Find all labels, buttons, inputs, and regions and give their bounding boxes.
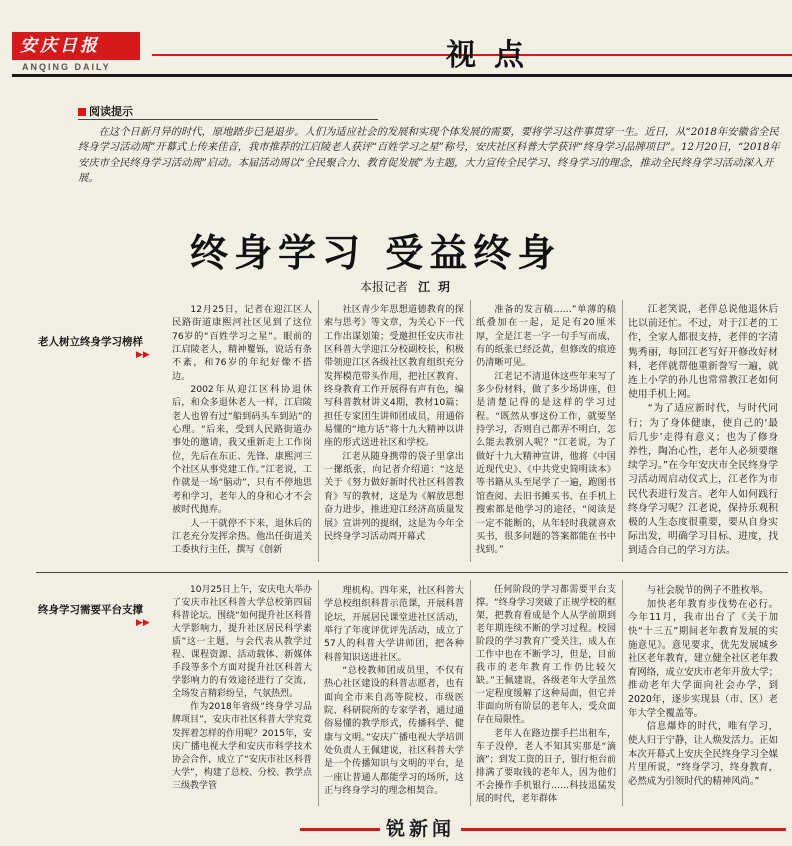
reading-tip-label-text: 阅读提示 <box>89 106 133 118</box>
section-2-column-1 <box>172 584 312 793</box>
paragraph: 老年人在路边摆手拦出租车，车子没停，老人不知其实那是“滴滴”；到发工资的日子，银行柜台前排满了要取钱的老年人，因为他们不会操作手机银行……科技迅猛发展的时代，老年群体 <box>476 728 616 804</box>
section-2-column-3 <box>476 584 616 806</box>
section-separator <box>36 572 788 573</box>
column-divider <box>470 300 471 562</box>
section-2-column-2 <box>324 584 464 798</box>
reading-tip-text: 在这个日新月异的时代，原地踏步已是退步。人们为适应社会的发展和实现个体发展的需要，要将学习这件事贯穿一生。近日，从“2018年安徽省全民终身学习活动周”开幕式上传来佳音，我市推荐的江启陵老人获评“百姓学习之星”称号，安庆社区科普大学获评“终身学习品牌项目”。12月20日，“2018年安庆市全民终身学习活动周”启动。本届活动周以“全民聚合力、教育促发展”为主题，大力宣传全民学习、终身学习的理念，推动全民终身学习活动深入开展。 <box>78 126 780 185</box>
footer-label: 锐新闻 <box>380 814 461 841</box>
paragraph: 江老从随身携带的袋子里拿出一摞纸张，向记者介绍道：“这是关于《努力做好新时代社区科普教育》写的教材，这是为《解放思想 奋力进步，推进迎江经济高质量发展》宣讲列的提纲，这是为今年全民终身学习活动周开幕式 <box>324 450 464 542</box>
masthead-black-rule <box>12 74 792 77</box>
arrow-icon: ▶▶ <box>136 618 150 628</box>
column-divider <box>318 300 319 562</box>
paragraph: “为了适应新时代，与时代同行；为了身体健康，使自己的‘最后几步’走得有意义；也为了修身养性，陶冶心性，老年人必须要继续学习。”在今年安庆市全民终身学习活动周启动仪式上，江老作为市民代表进行发言。老年人如何践行终身学习呢？江老说，保持乐观积极的人生态度很重要，要从自身实际出发，明确学习目标、进度，找到适合自己的学习方法。 <box>628 403 778 557</box>
section-title: 视点 <box>446 38 542 73</box>
paragraph: 人一干就停不下来，退休后的江老充分发挥余热。他出任街道关工委执行主任，撰写《创新 <box>172 517 312 556</box>
paragraph: 江老笑说，老伴总说他退休后比以前还忙。不过，对于江老的工作，全家人都很支持，老伴的字清隽秀丽，每回江老写好开修改好材料，老伴就帮他重新誊写一遍，就连上小学的孙儿也常常教江老如何使用手机上网。 <box>628 304 778 401</box>
paragraph: 江老记不清退休这些年来写了多少份材料，做了多少场讲座，但是清楚记得的是这样的学习过程。“既然从事这份工作，就要坚持学习，否则自己都弄不明白，怎么能去教别人呢？”江老说，为了做好十九大精神宣讲，他将《中国近现代史》、《中共党史简明读本》等书籍从头至尾学了一遍，跑图书馆查阅、去旧书摊买书、在手机上搜索都是他学习的途径，“阅读是一定不能断的，从年轻时我就喜欢买书，很多问题的答案都能在书中找到。” <box>476 370 616 556</box>
byline-prefix: 本报记者 <box>360 280 409 294</box>
section-1-column-3 <box>476 303 616 557</box>
paragraph: 作为2018年省级“终身学习品牌项目”，安庆市社区科普大学究竟发挥着怎样的作用呢？2015年，安庆广播电视大学和安庆市科学技术协会合作，成立了“安庆市社区科普大学”，构建了总校、分校、教学点三级教学管 <box>172 702 312 791</box>
column-divider <box>470 580 471 806</box>
byline <box>360 278 458 295</box>
paragraph: 与社会脱节的例子不胜枚举。 <box>646 585 769 596</box>
paragraph: 加快老年教育步伐势在必行。今年11月，我市出台了《关于加快“十三五”期间老年教育发展的实施意见》。意见要求，优先发展城乡社区老年教育，建立健全社区老年教育网络，成立安庆市老年开放大学；推动老年大学面向社会办学，到2020年，逐步实现县（市、区）老年大学全覆盖等。 <box>628 598 779 719</box>
section-1-column-4 <box>628 303 778 559</box>
paragraph: 社区青少年思想道德教育的探索与思考》等文章，为关心下一代工作出谋划策；受邀担任安庆市社区科普大学迎江分校副校长，积极带领迎江区各级社区教育组织充分发挥模范带头作用，把社区教育、终身教育工作开展得有声有色，编写科普教材讲义4期，教材10篇；担任专家团生讲师团成员，用通俗易懂的“地方话”将十九大精神以讲座的形式送进社区和学校。 <box>324 304 464 449</box>
paragraph: 2002年从迎江区科协退休后，和众多退休老人一样，江启陵老人也曾有过“船到码头车到站”的心理。“后来，受到人民路街道办事处的邀请，我又重新走上工作岗位，先后在东正、先锋、康熙河三个社区从事党建工作。”江老说，工作就是一场“脑动”，只有不停地思考和学习，老年人的身和心才不会被时代抛弃。 <box>172 384 312 516</box>
masthead <box>6 30 786 74</box>
footer-red-rule <box>300 828 786 831</box>
headline: 终身学习 受益终身 <box>190 231 562 275</box>
paragraph: 理机构。四年来，社区科普大学总校组织科普示范课，开展科普论坛，开展居民课堂进社区活动，举行了年度评优评先活动，成立了57人的科普大学讲师团，把各种科普知识送进社区。 <box>324 585 464 663</box>
section-1-column-2 <box>324 303 464 543</box>
paragraph: 12月25日，记者在迎江区人民路街道康熙河社区见到了这位76岁的“百姓学习之星”。眼前的江启陵老人，精神矍铄，说话有条不紊，和76岁的年纪好像不搭边。 <box>172 304 312 382</box>
paragraph: “总校教师团成员里，不仅有热心社区建设的科普志愿者，也有面向全市来自高等院校、市级医院、科研院所的专家学者，通过通俗易懂的教学形式，传播科学、健康与文明。”安庆广播电视大学培训处负责人王佩建说，社区科普大学是一个传播知识与文明的平台，是一座让普通人都能学习的场所，这正与终身学习的理念相契合。 <box>324 665 464 797</box>
reading-tip-rule <box>78 119 378 120</box>
paragraph: 10月25日上午，安庆电大举办了安庆市社区科普大学总校第四届科普论坛。围绕“如何提升社区科普大学影响力，提升社区居民科学素质”这一主题，与会代表从教学过程、课程资源、活动载体、新媒体手段等多个方面对提升社区科普大学影响力的有效途径进行了交流，全场发言精彩纷呈，气氛热烈。 <box>172 585 312 700</box>
reading-tip <box>78 103 790 187</box>
section-2-column-4 <box>628 584 778 788</box>
column-divider <box>622 300 623 562</box>
paragraph: 任何阶段的学习都需要平台支撑。“终身学习突破了正规学校的框架，把教育看成是个人从学前期到老年期连续不断的学习过程。校园阶段的学习教育广受关注，成人在工作中也在不断学习，但是，目前我市的老年教育工作仍比较欠缺。”王佩建说，各级老年大学虽然一定程度缓解了这种局面，但它并非面向所有阶层的老年人，受众面存在局限性。 <box>476 585 616 726</box>
section-1-subhead: 老人树立终身学习榜样 <box>38 336 143 348</box>
paragraph: 信息爆炸的时代，唯有学习，使人归于宁静，让人焕发活力。正如本次开幕式上安庆全民终身学习全媒片里所说，“终身学习，终身教育，必然成为引领时代的精神风尚。” <box>628 721 779 787</box>
reading-tip-label <box>78 103 133 119</box>
newspaper-logo: 安庆日报 <box>12 32 140 60</box>
paragraph: 准备的发言稿……”单薄的稿纸叠加在一起，足足有20厘米厚，全是江老一字一句手写而成，有的纸张已经泛黄，但修改的痕迹仍清晰可见。 <box>476 304 616 369</box>
section-1-column-1 <box>172 303 312 557</box>
column-divider <box>622 580 623 806</box>
column-divider <box>318 580 319 806</box>
byline-author: 江玥 <box>418 280 459 294</box>
red-square-icon <box>78 108 86 116</box>
newspaper-logo-english: ANQING DAILY <box>22 62 111 72</box>
section-2-subhead: 终身学习需要平台支撑 <box>38 604 143 616</box>
footer-banner <box>300 812 786 846</box>
arrow-icon: ▶▶ <box>136 350 150 360</box>
